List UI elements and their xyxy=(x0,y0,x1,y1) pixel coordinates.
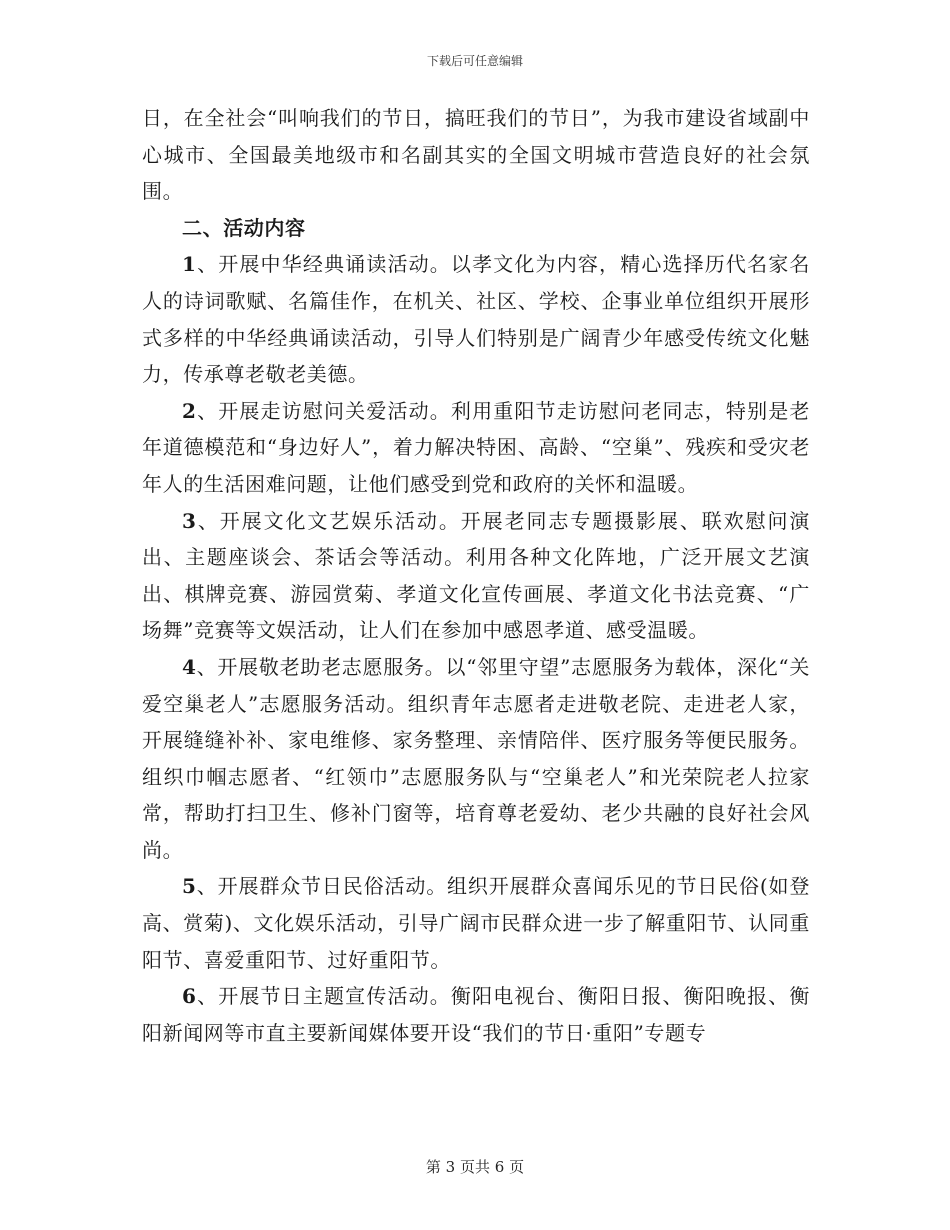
list-item-text: 、开展走访慰问关爱活动。利用重阳节走访慰问老同志，特别是老年道德模范和“身边好人”，着力解决特困、高龄、“空巢”、残疾和受灾老年人的生活困难问题，让他们感受到党和政府的关怀和温暖。 xyxy=(142,398,810,496)
list-item-volunteer-service xyxy=(142,649,810,869)
list-item-text: 、开展敬老助老志愿服务。以“邻里守望”志愿服务为载体，深化“关爱空巢老人”志愿服务活动。组织青年志愿者走进敬老院、走进老人家，开展缝缝补补、家电维修、家务整理、亲情陪伴、医疗服务等便民服务。组织巾帼志愿者、“红领巾”志愿服务队与“空巢老人”和光荣院老人拉家常，帮助打扫卫生、修补门窗等，培育尊老爱幼、老少共融的良好社会风尚。 xyxy=(142,654,810,862)
list-item-visiting-elders xyxy=(142,393,810,503)
list-item-cultural-entertainment xyxy=(142,503,810,649)
list-item-number: 1 xyxy=(182,252,197,277)
list-item-folk-customs xyxy=(142,868,810,978)
list-item-text: 、开展节日主题宣传活动。衡阳电视台、衡阳日报、衡阳晚报、衡阳新闻网等市直主要新闻媒体要开设“我们的节日·重阳”专题专 xyxy=(142,984,810,1045)
list-item-text: 、开展群众节日民俗活动。组织开展群众喜闻乐见的节日民俗(如登高、赏菊)、文化娱乐活动，引导广阔市民群众进一步了解重阳节、认同重阳节、喜爱重阳节、过好重阳节。 xyxy=(142,874,810,972)
section-heading-activity-content xyxy=(142,210,810,247)
list-item-number: 4 xyxy=(182,654,197,679)
list-item-number: 5 xyxy=(182,874,197,899)
document-body xyxy=(142,100,810,1051)
page-number-footer: 第 3 页共 6 页 xyxy=(425,1158,525,1176)
paragraph-text: 日，在全社会“叫响我们的节日，搞旺我们的节日”，为我市建设省域副中心城市、全国最美地级市和名副其实的全国文明城市营造良好的社会氛围。 xyxy=(142,106,810,204)
page-header: 下载后可任意编辑 xyxy=(426,54,523,68)
list-item-number: 3 xyxy=(182,508,197,533)
section-heading-text: 二、活动内容 xyxy=(182,215,306,240)
list-item-classic-reading xyxy=(142,246,810,392)
list-item-text: 、开展文化文艺娱乐活动。开展老同志专题摄影展、联欢慰问演出、主题座谈会、茶话会等活动。利用各种文化阵地，广泛开展文艺演出、棋牌竞赛、游园赏菊、孝道文化宣传画展、孝道文化书法竞赛、“广场舞”竞赛等文娱活动，让人们在参加中感恩孝道、感受温暖。 xyxy=(142,508,810,643)
list-item-number: 6 xyxy=(182,984,197,1009)
list-item-number: 2 xyxy=(182,398,197,423)
list-item-publicity xyxy=(142,978,810,1051)
paragraph-intro-continuation xyxy=(142,100,810,210)
list-item-text: 、开展中华经典诵读活动。以孝文化为内容，精心选择历代名家名人的诗词歌赋、名篇佳作，在机关、社区、学校、企事业单位组织开展形式多样的中华经典诵读活动，引导人们特别是广阔青少年感受传统文化魅力，传承尊老敬老美德。 xyxy=(142,252,810,387)
